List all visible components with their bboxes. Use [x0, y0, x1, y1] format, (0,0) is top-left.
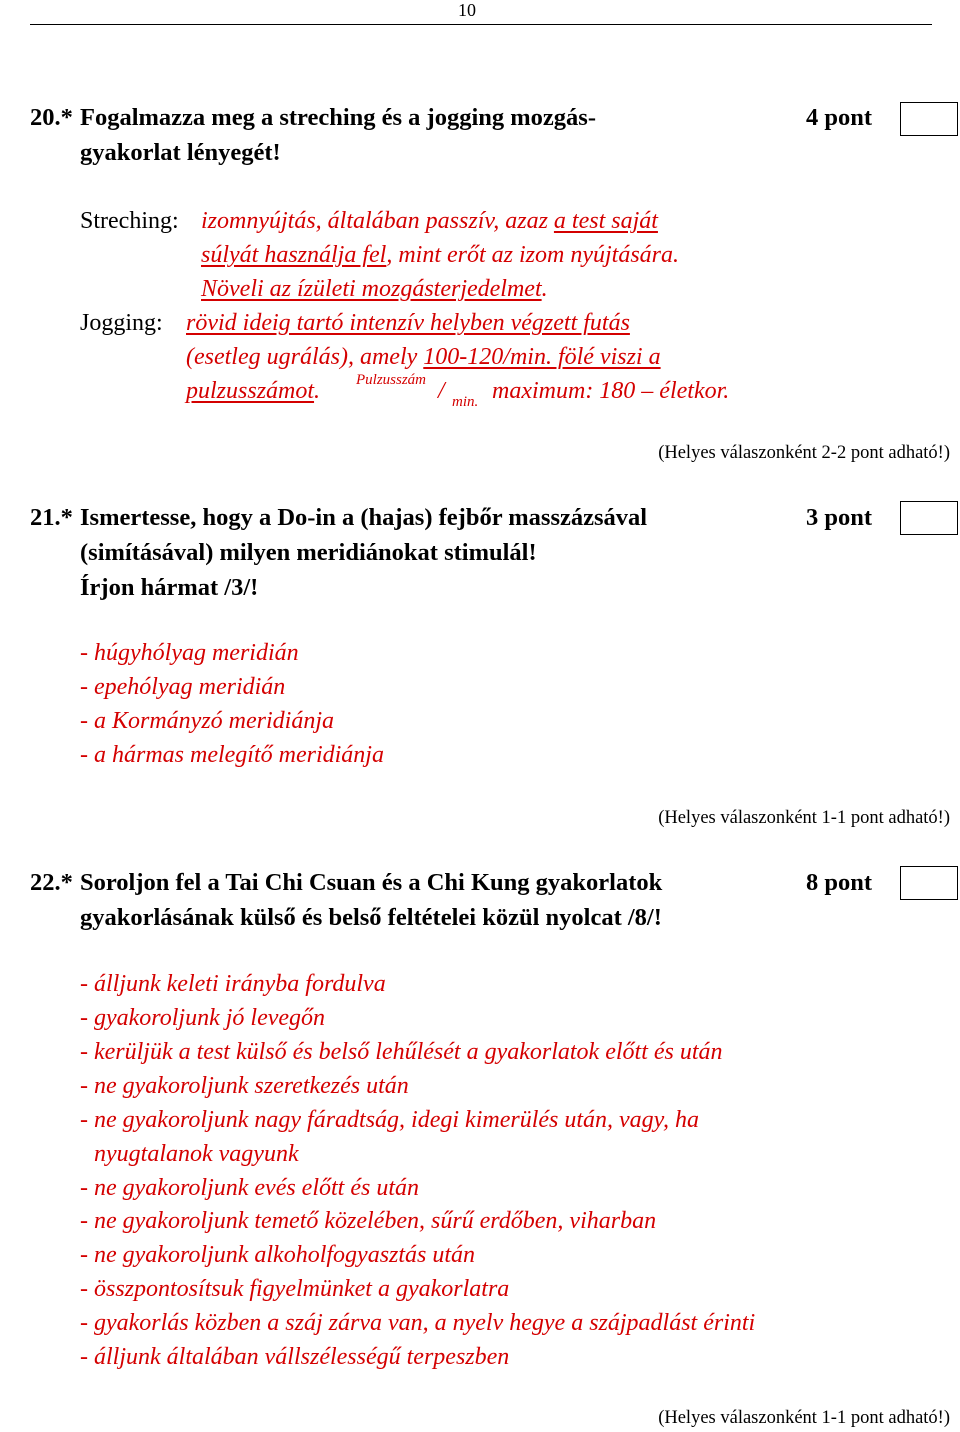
score-box[interactable] [900, 501, 958, 535]
answer-line: rövid ideig tartó intenzív helyben végzett futás [186, 310, 630, 336]
pulse-unit-denominator: min. [452, 394, 479, 410]
answer-item: - a Kormányzó meridiánja [80, 708, 334, 734]
answer-item: - húgyhólyag meridián [80, 640, 299, 666]
score-box[interactable] [900, 102, 958, 136]
answer-item: - a hármas melegítő meridiánja [80, 742, 384, 768]
question-number: 22.* [30, 869, 73, 896]
answer-line: (esetleg ugrálás), amely 100-120/min. fölé viszi a [186, 344, 661, 370]
question-text-line: gyakorlásának külső és belső feltételei közül nyolcat /8/! [80, 904, 662, 931]
question-number: 20.* [30, 104, 73, 131]
question-number: 21.* [30, 504, 73, 531]
answer-item: - összpontosítsuk figyelmünket a gyakorlatra [80, 1276, 510, 1302]
answer-item: - álljunk általában vállszélességű terpeszben [80, 1344, 510, 1370]
question-text-line: Ismertesse, hogy a Do-in a (hajas) fejbőr masszázsával [80, 504, 648, 531]
question-text-line: (simításával) milyen meridiánokat stimulál! [80, 539, 537, 566]
answer-line: izomnyújtás, általában passzív, azaz a test saját [201, 208, 658, 234]
answer-item: - ne gyakoroljunk szeretkezés után [80, 1073, 409, 1099]
question-text-line: Írjon hármat /3/! [80, 574, 259, 601]
answer-item: - álljunk keleti irányba fordulva [80, 971, 386, 997]
answer-item: - gyakorlás közben a száj zárva van, a nyelv hegye a szájpadlást érinti [80, 1310, 756, 1336]
question-text-line: Soroljon fel a Tai Chi Csuan és a Chi Kung gyakorlatok [80, 869, 663, 896]
answer-item: - ne gyakoroljunk nagy fáradtság, idegi kimerülés után, vagy, ha [80, 1107, 699, 1133]
answer-line: maximum: 180 – életkor. [492, 378, 730, 404]
score-box[interactable] [900, 866, 958, 900]
question-text-line: gyakorlat lényegét! [80, 139, 281, 166]
answer-line: súlyát használja fel, mint erőt az izom nyújtására. [201, 242, 680, 268]
answer-label: Streching: [80, 208, 179, 234]
answer-label: Jogging: [80, 310, 163, 336]
answer-item: - ne gyakoroljunk alkoholfogyasztás után [80, 1242, 476, 1268]
question-text-line: Fogalmazza meg a streching és a jogging mozgás- [80, 104, 596, 131]
answer-line: pulzusszámot. [186, 378, 321, 404]
answer-item-continuation: nyugtalanok vagyunk [94, 1141, 299, 1167]
answer-line: Növeli az ízületi mozgásterjedelmet. [201, 276, 548, 302]
answer-item: - gyakoroljunk jó levegőn [80, 1005, 326, 1031]
header-rule [30, 24, 932, 25]
page-number: 10 [458, 0, 476, 20]
scoring-note: (Helyes válaszonként 1-1 pont adható!) [658, 1408, 950, 1428]
points-label: 8 pont [806, 869, 873, 896]
scoring-note: (Helyes válaszonként 2-2 pont adható!) [658, 443, 950, 463]
scoring-note: (Helyes válaszonként 1-1 pont adható!) [658, 808, 950, 828]
answer-item: - ne gyakoroljunk evés előtt és után [80, 1175, 419, 1201]
answer-item: - kerüljük a test külső és belső lehűlését a gyakorlatok előtt és után [80, 1039, 723, 1065]
points-label: 4 pont [806, 104, 873, 131]
answer-item: - epehólyag meridián [80, 674, 286, 700]
points-label: 3 pont [806, 504, 873, 531]
answer-item: - ne gyakoroljunk temető közelében, sűrű erdőben, viharban [80, 1208, 657, 1234]
pulse-unit-numerator: Pulzusszám [356, 372, 427, 388]
pulse-unit-slash: / [438, 378, 445, 404]
